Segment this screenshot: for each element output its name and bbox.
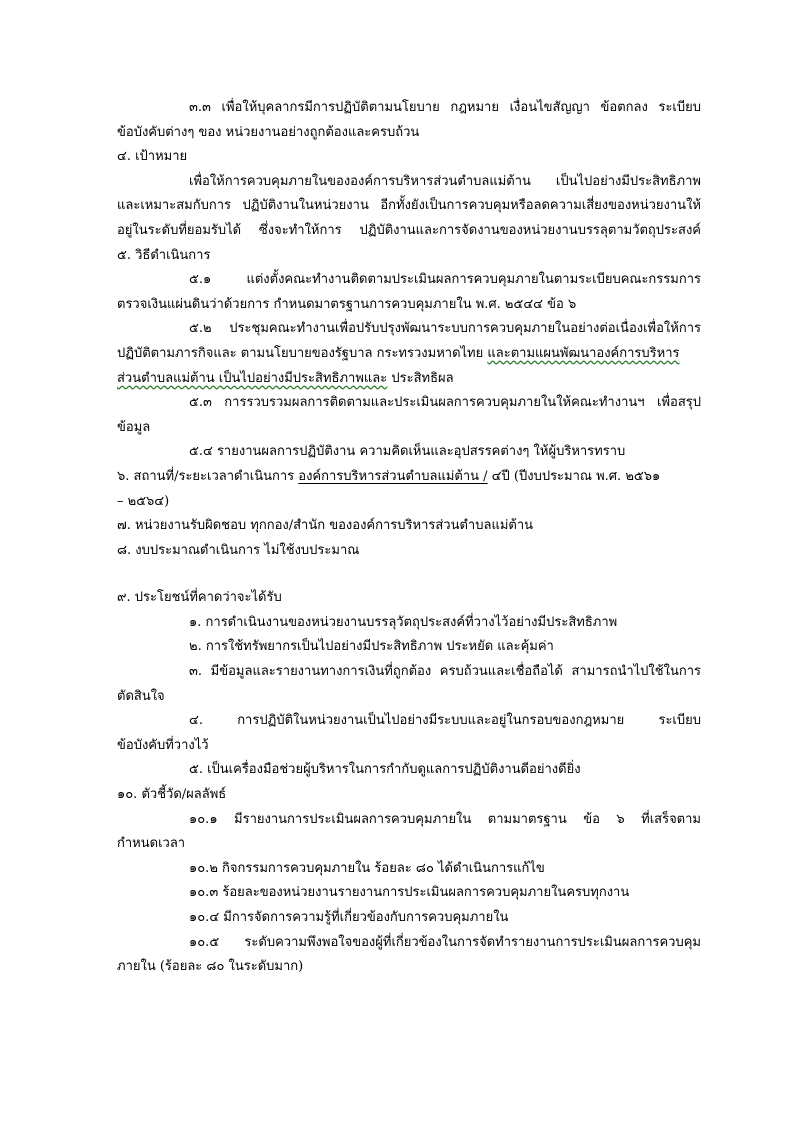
item-5-3-line-1: ๕.๓ การรวบรวมผลการติดตามและประเมินผลการควบคุมภายในให้คณะทำงานฯ เพื่อสรุป <box>189 395 701 411</box>
benefit-2: ๒. การใช้ทรัพยากรเป็นไปอย่างมีประสิทธิภาพ ประหยัด และคุ้มค่า <box>189 639 554 655</box>
section-7: ๗. หน่วยงานรับผิดชอบ ทุกกอง/สำนัก ขององค์การบริหารส่วนตำบลแม่ต้าน <box>117 518 534 534</box>
section-6-line-2: – ๒๕๖๔) <box>117 493 170 509</box>
benefit-3-line-2: ตัดสินใจ <box>117 688 165 704</box>
item-5-2-tail: ประสิทธิผล <box>387 370 454 386</box>
indicator-10-1-line-2: กำหนดเวลา <box>117 836 186 852</box>
indicator-10-5-line-2: ภายใน (ร้อยละ ๘๐ ในระดับมาก) <box>117 959 304 975</box>
underlined-org-text: ส่วนตำบลแม่ต้าน เป็นไปอย่างมีประสิทธิภาพและ <box>117 370 388 386</box>
item-5-3-line-2: ข้อมูล <box>117 419 151 435</box>
benefit-1: ๑. การดำเนินงานของหน่วยงานบรรลุวัตถุประสงค์ที่วางไว้อย่างมีประสิทธิภาพ <box>189 614 618 630</box>
section-4-line-1: เพื่อให้การควบคุมภายในขององค์การบริหารส่วนตำบลแม่ต้าน เป็นไปอย่างมีประสิทธิภาพ <box>189 173 701 189</box>
section-9-heading: ๙. ประโยชน์ที่คาดว่าจะได้รับ <box>117 590 282 606</box>
benefit-5: ๕. เป็นเครื่องมือช่วยผู้บริหารในการกำกับดูแลการปฏิบัติงานดีอย่างดียิ่ง <box>189 762 581 778</box>
indicator-10-2: ๑๐.๒ กิจกรรมการควบคุมภายใน ร้อยละ ๘๐ ได้ดำเนินการแก้ไข <box>189 860 545 876</box>
section-4-heading: ๔. เป้าหมาย <box>117 149 188 165</box>
item-5-2-text: ปฏิบัติตามภารกิจและ ตามนโยบายของรัฐบาล กระทรวงมหาดไทย <box>117 345 488 361</box>
item-5-1-line-1: ๕.๑ แต่งตั้งคณะทำงานติดตามประเมินผลการควบคุมภายในตามระเบียบคณะกรรมการ <box>189 272 701 288</box>
objective-3-3-line-2: ข้อบังคับต่างๆ ของ หน่วยงานอย่างถูกต้องและครบถ้วน <box>117 124 420 140</box>
document-body <box>117 96 701 980</box>
item-5-4: ๕.๔ รายงานผลการปฏิบัติงาน ความคิดเห็นและอุปสรรคต่างๆ ให้ผู้บริหารทราบ <box>189 444 626 460</box>
section-5-heading: ๕. วิธีดำเนินการ <box>117 247 211 263</box>
indicator-10-1-line-1: ๑๐.๑ มีรายงานการประเมินผลการควบคุมภายใน ตามมาตรฐาน ข้อ ๖ ที่เสร็จตาม <box>189 811 701 827</box>
item-5-2-line-1: ๕.๒ ประชุมคณะทำงานเพื่อปรับปรุงพัฒนาระบบการควบคุมภายในอย่างต่อเนื่องเพื่อให้การ <box>189 321 701 337</box>
indicator-10-3: ๑๐.๓ ร้อยละของหน่วยงานรายงานการประเมินผลการควบคุมภายในครบทุกงาน <box>189 885 630 901</box>
section-6-location: องค์การบริหารส่วนตำบลแม่ต้าน / <box>298 468 488 484</box>
section-8: ๘. งบประมาณดำเนินการ ไม่ใช้งบประมาณ <box>117 542 360 558</box>
section-10-heading: ๑๐. ตัวชี้วัด/ผลลัพธ์ <box>117 787 227 803</box>
item-5-2-line-3 <box>117 367 701 392</box>
benefit-3-line-1: ๓. มีข้อมูลและรายงานทางการเงินที่ถูกต้อง ครบถ้วนและเชื่อถือได้ สามารถนำไปใช้ในการ <box>189 664 701 680</box>
benefit-4-line-2: ข้อบังคับที่วางไว้ <box>117 737 209 753</box>
section-4-line-2: และเหมาะสมกับการ ปฏิบัติงานในหน่วยงาน อีกทั้งยังเป็นการควบคุมหรือลดความเสี่ยงของหน่วยงานให้ <box>117 198 701 214</box>
benefit-4-line-1: ๔. การปฏิบัติในหน่วยงานเป็นไปอย่างมีระบบและอยู่ในกรอบของกฎหมาย ระเบียบ <box>189 713 701 729</box>
section-4-line-3: อยู่ในระดับที่ยอมรับได้ ซึ่งจะทำให้การ ปฏิบัติงานและการจัดงานของหน่วยงานบรรลุตามวัตถุประสงค์ <box>117 222 701 238</box>
objective-3-3-line-1: ๓.๓ เพื่อให้บุคลากรมีการปฏิบัติตามนโยบาย กฎหมาย เงื่อนไขสัญญา ข้อตกลง ระเบียบ <box>189 100 701 115</box>
section-6-duration: ๔ปี (ปีงบประมาณ พ.ศ. ๒๕๖๑ <box>487 468 661 484</box>
section-6-line-1 <box>117 465 701 490</box>
section-6-label: ๖. สถานที่/ระยะเวลาดำเนินการ <box>117 468 299 484</box>
indicator-10-5-line-1: ๑๐.๕ ระดับความพึงพอใจของผู้ที่เกี่ยวข้องในการจัดทำรายงานการประเมินผลการควบคุม <box>189 934 701 950</box>
indicator-10-4: ๑๐.๔ มีการจัดการความรู้ที่เกี่ยวข้องกับการควบคุมภายใน <box>189 910 509 925</box>
item-5-2-line-2 <box>117 342 701 367</box>
item-5-1-line-2: ตรวจเงินแผ่นดินว่าด้วยการ กำหนดมาตรฐานการควบคุมภายใน พ.ศ. ๒๕๔๔ ข้อ ๖ <box>117 296 577 312</box>
blank-line <box>117 563 701 586</box>
underlined-plan-text: และตามแผนพัฒนาองค์การบริหาร <box>487 345 680 361</box>
